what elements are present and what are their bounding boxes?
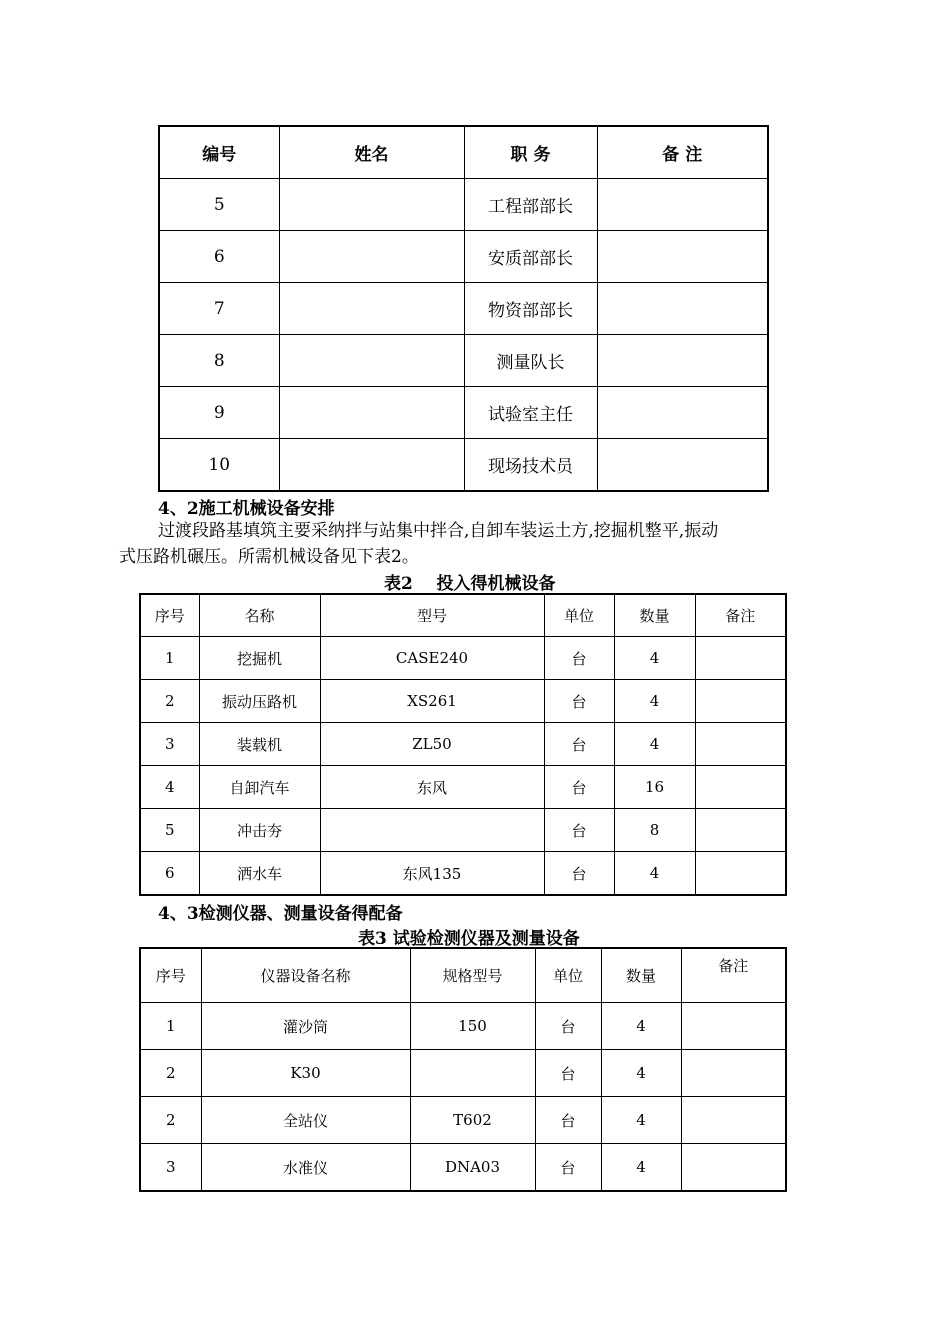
section-heading-4-2: 4、2施工机械设备安排 [158, 499, 335, 519]
table-cell: K30 [201, 1050, 410, 1097]
table-header-row [159, 126, 768, 179]
table-cell [279, 335, 464, 387]
table-cell: 冲击夯 [199, 809, 320, 852]
table-caption: 表3 试验检测仪器及测量设备 [358, 929, 580, 949]
header-cell: 名称 [199, 594, 320, 637]
table-cell [279, 179, 464, 231]
table-cell [597, 179, 768, 231]
header-cell: 数量 [601, 948, 681, 1003]
table-cell: 工程部部长 [464, 179, 597, 231]
table-cell: 测量队长 [464, 335, 597, 387]
table-cell [681, 1003, 786, 1050]
table-cell: 台 [544, 723, 614, 766]
table-cell [410, 1050, 535, 1097]
header-cell: 序号 [140, 948, 201, 1003]
table-cell: 洒水车 [199, 852, 320, 896]
table-cell: CASE240 [320, 637, 544, 680]
header-cell: 备注 [695, 594, 786, 637]
table-row [159, 179, 768, 231]
table-cell: ZL50 [320, 723, 544, 766]
table-cell: 台 [535, 1144, 601, 1192]
header-cell: 职 务 [464, 126, 597, 179]
table-cell: 灌沙筒 [201, 1003, 410, 1050]
table-cell [695, 766, 786, 809]
table-cell: 4 [601, 1097, 681, 1144]
table-cell: 现场技术员 [464, 439, 597, 492]
table-cell: 5 [159, 179, 279, 231]
table-cell [597, 387, 768, 439]
table-row [159, 283, 768, 335]
header-cell: 序号 [140, 594, 199, 637]
table-cell [597, 439, 768, 492]
table-cell: 4 [601, 1144, 681, 1192]
table-cell [597, 335, 768, 387]
table-cell: 1 [140, 1003, 201, 1050]
table-cell: 东风 [320, 766, 544, 809]
table-cell: 水准仪 [201, 1144, 410, 1192]
header-cell: 备注 [681, 948, 786, 1003]
table-row [140, 1003, 786, 1050]
table-cell: 振动压路机 [199, 680, 320, 723]
table-cell [279, 439, 464, 492]
table-cell: 4 [614, 680, 695, 723]
paragraph-line: 过渡段路基填筑主要采纳拌与站集中拌合,自卸车装运土方,挖掘机整平,振动 [158, 521, 719, 541]
header-cell: 编号 [159, 126, 279, 179]
table-cell [681, 1144, 786, 1192]
table-cell: 台 [544, 809, 614, 852]
table-header-row [140, 594, 786, 637]
header-cell: 数量 [614, 594, 695, 637]
table-cell [279, 283, 464, 335]
table-cell: 4 [614, 852, 695, 896]
table-row [140, 809, 786, 852]
table-cell: 台 [535, 1097, 601, 1144]
table-row [159, 335, 768, 387]
table-cell: 4 [601, 1003, 681, 1050]
table-cell: 2 [140, 680, 199, 723]
machinery-table [139, 593, 787, 896]
table-cell: T602 [410, 1097, 535, 1144]
table-cell: 试验室主任 [464, 387, 597, 439]
table-cell: 7 [159, 283, 279, 335]
header-cell: 姓名 [279, 126, 464, 179]
table-cell: 5 [140, 809, 199, 852]
table-cell: 台 [535, 1003, 601, 1050]
table-cell [597, 231, 768, 283]
table-cell: 挖掘机 [199, 637, 320, 680]
table-cell: 4 [140, 766, 199, 809]
table-row [159, 231, 768, 283]
table-cell: 装载机 [199, 723, 320, 766]
paragraph-line: 式压路机碾压。所需机械设备见下表2。 [119, 547, 419, 567]
table-row [140, 1050, 786, 1097]
table-cell: 东风135 [320, 852, 544, 896]
header-cell: 型号 [320, 594, 544, 637]
header-cell: 单位 [535, 948, 601, 1003]
instrument-table [139, 947, 787, 1192]
table-cell [695, 680, 786, 723]
table-cell: 4 [614, 723, 695, 766]
table-row [159, 387, 768, 439]
table-cell: 8 [159, 335, 279, 387]
table-cell [320, 809, 544, 852]
table-row [140, 723, 786, 766]
table-cell: DNA03 [410, 1144, 535, 1192]
table-row [140, 1097, 786, 1144]
table-cell: 台 [535, 1050, 601, 1097]
table-header-row [140, 948, 786, 1003]
table-cell: 8 [614, 809, 695, 852]
table-caption: 表2 投入得机械设备 [384, 574, 556, 594]
table-cell: 3 [140, 1144, 201, 1192]
table-cell: 4 [614, 637, 695, 680]
header-cell: 单位 [544, 594, 614, 637]
table-cell [597, 283, 768, 335]
table-cell: 16 [614, 766, 695, 809]
table-cell [681, 1097, 786, 1144]
table-cell: 9 [159, 387, 279, 439]
table-cell: 自卸汽车 [199, 766, 320, 809]
table-cell: 台 [544, 680, 614, 723]
table-row [140, 852, 786, 896]
table-cell: 6 [159, 231, 279, 283]
table-cell [279, 387, 464, 439]
table-cell: 4 [601, 1050, 681, 1097]
table-row [140, 637, 786, 680]
table-cell [681, 1050, 786, 1097]
header-cell: 备 注 [597, 126, 768, 179]
table-cell: 2 [140, 1097, 201, 1144]
table-row [140, 766, 786, 809]
table-cell: 台 [544, 766, 614, 809]
table-cell: XS261 [320, 680, 544, 723]
section-heading-4-3: 4、3检测仪器、测量设备得配备 [158, 904, 403, 924]
table-cell: 台 [544, 852, 614, 896]
table-cell: 1 [140, 637, 199, 680]
table-cell: 10 [159, 439, 279, 492]
table-cell: 2 [140, 1050, 201, 1097]
table-cell [279, 231, 464, 283]
table-row [159, 439, 768, 492]
header-cell: 规格型号 [410, 948, 535, 1003]
table-cell: 安质部部长 [464, 231, 597, 283]
header-cell: 仪器设备名称 [201, 948, 410, 1003]
table-cell: 150 [410, 1003, 535, 1050]
table-row [140, 1144, 786, 1192]
table-cell: 3 [140, 723, 199, 766]
table-cell [695, 637, 786, 680]
table-cell: 物资部部长 [464, 283, 597, 335]
table-cell: 台 [544, 637, 614, 680]
table-cell: 6 [140, 852, 199, 896]
staff-table [158, 125, 769, 492]
table-cell: 全站仪 [201, 1097, 410, 1144]
table-cell [695, 723, 786, 766]
table-row [140, 680, 786, 723]
table-cell [695, 809, 786, 852]
table-cell [695, 852, 786, 896]
